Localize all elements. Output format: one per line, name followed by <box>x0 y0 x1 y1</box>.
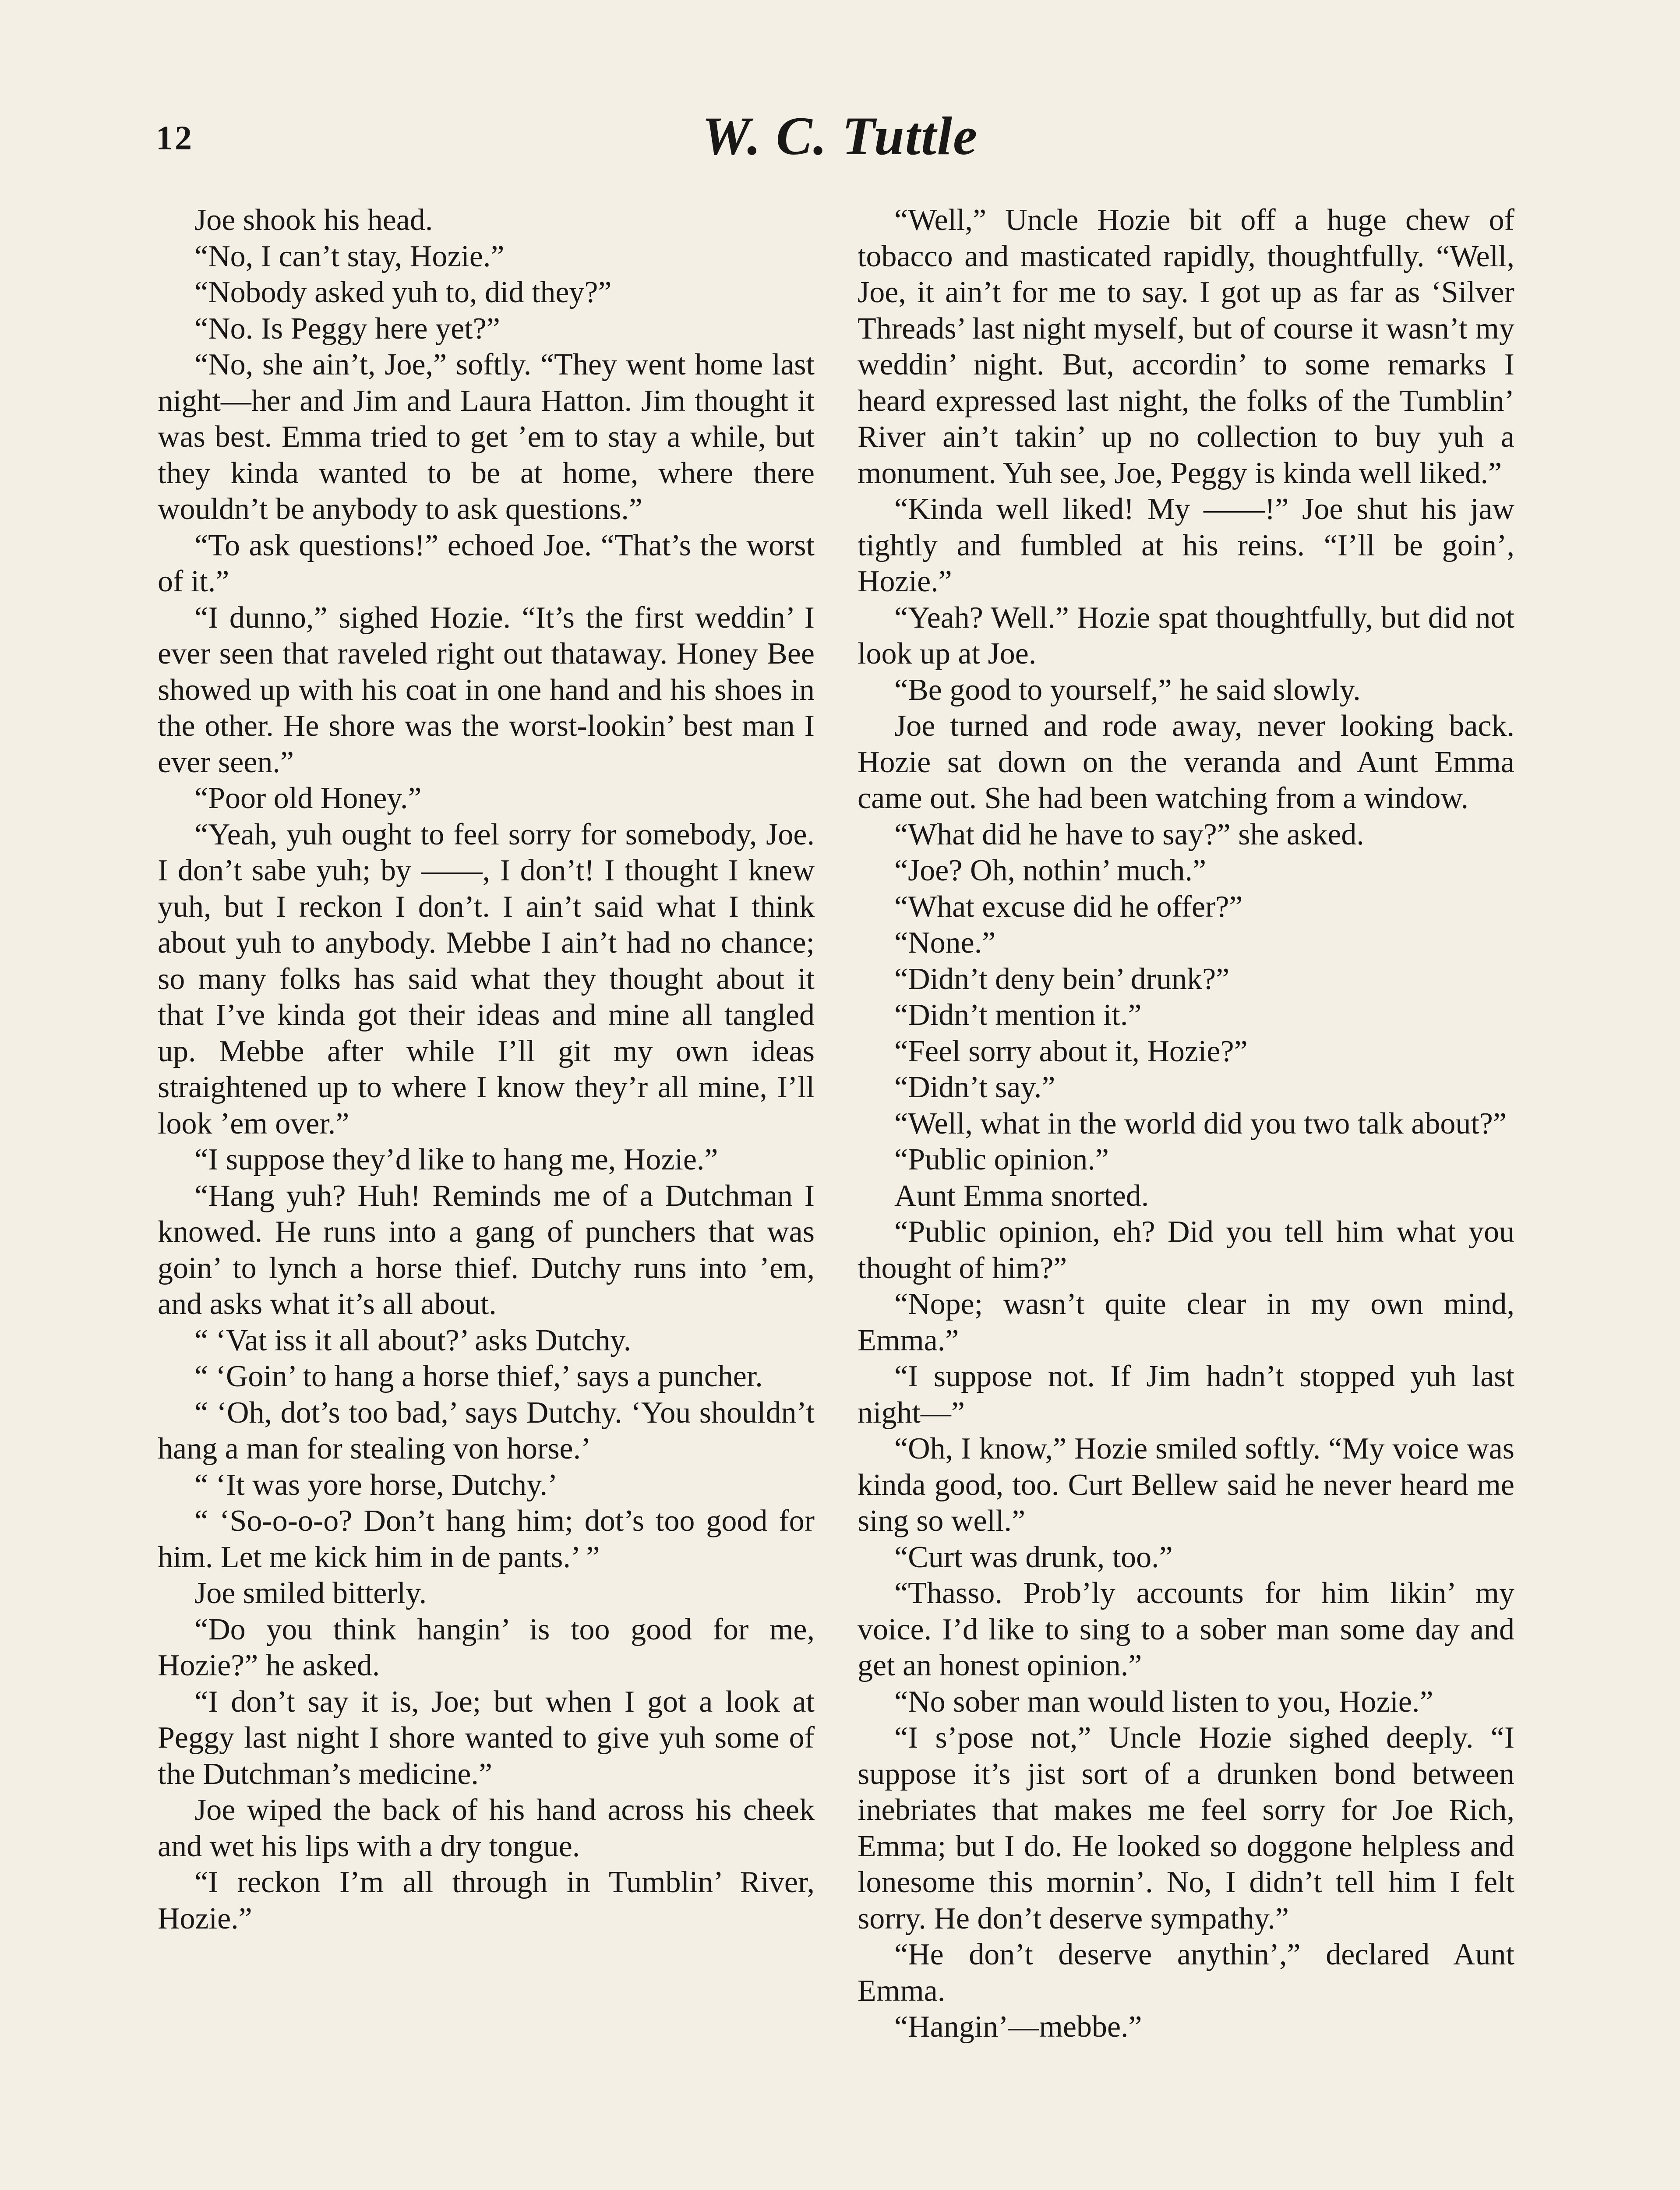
paragraph: “To ask questions!” echoed Joe. “That’s the worst of it.” <box>158 528 815 598</box>
paragraph: “Hang yuh? Huh! Reminds me of a Dutchman I knowed. He runs into a gang of punchers that was goin’ to lynch a horse thief. Dutchy runs into ’em, and asks what it’s all about. <box>158 1179 815 1321</box>
page-header <box>0 105 1680 184</box>
paragraph: “Kinda well liked! My ——!” Joe shut his jaw tightly and fumbled at his reins. “I’ll be goin’, Hozie.” <box>858 492 1514 598</box>
paragraph: “What excuse did he offer?” <box>894 890 1243 924</box>
paragraph: “Yeah? Well.” Hozie spat thoughtfully, but did not look up at Joe. <box>858 600 1514 671</box>
paragraph: “Public opinion, eh? Did you tell him what you thought of him?” <box>858 1215 1514 1285</box>
paragraph: “Hangin’—mebbe.” <box>894 2010 1142 2044</box>
paragraph: “I suppose not. If Jim hadn’t stopped yuh last night—” <box>858 1360 1514 1430</box>
paragraph: Joe turned and rode away, never looking back. Hozie sat down on the veranda and Aunt Emma came out. She had been watching from a window. <box>858 709 1514 815</box>
paragraph: “ ‘So-o-o-o? Don’t hang him; dot’s too good for him. Let me kick him in de pants.’ ” <box>158 1504 815 1574</box>
paragraph: “I don’t say it is, Joe; but when I got a look at Peggy last night I shore wanted to give yuh some of the Dutchman’s medicine.” <box>158 1685 815 1791</box>
text-column-right <box>858 202 1514 2045</box>
paragraph: “Be good to yourself,” he said slowly. <box>894 673 1361 707</box>
paragraph: “I dunno,” sighed Hozie. “It’s the first weddin’ I ever seen that raveled right out thataway. Honey Bee showed up with his coat in one hand and his shoes in the other. He shore was the worst-lookin’ best man I ever seen.” <box>158 600 815 779</box>
paragraph: “Well, what in the world did you two talk about?” <box>894 1106 1507 1141</box>
text-column-left <box>158 202 815 1937</box>
paragraph: “No, I can’t stay, Hozie.” <box>194 239 505 273</box>
paragraph: “Poor old Honey.” <box>194 781 422 815</box>
paragraph: “Nope; wasn’t quite clear in my own mind, Emma.” <box>858 1287 1514 1357</box>
paragraph: “ ‘Oh, dot’s too bad,’ says Dutchy. ‘You shouldn’t hang a man for stealing von horse.’ <box>158 1395 815 1466</box>
paragraph: “Didn’t deny bein’ drunk?” <box>894 962 1230 996</box>
paragraph: “ ‘Vat iss it all about?’ asks Dutchy. <box>194 1323 632 1357</box>
paragraph: “He don’t deserve anythin’,” declared Aunt Emma. <box>858 1938 1514 2008</box>
paragraph: “No. Is Peggy here yet?” <box>194 311 500 346</box>
paragraph: “Well,” Uncle Hozie bit off a huge chew of tobacco and masticated rapidly, thoughtfully. “Well, Joe, it ain’t for me to say. I got up as far as ‘Silver Threads’ last night myself, but of course it wasn’t my weddin’ night. But, accordin’ to some remarks I heard expressed last night, the folks of the Tumblin’ River ain’t takin’ up no collection to buy yuh a monument. Yuh see, Joe, Peggy is kinda well liked.” <box>858 203 1514 490</box>
paragraph: “No sober man would listen to you, Hozie.” <box>894 1685 1433 1719</box>
paragraph: Aunt Emma snorted. <box>894 1179 1149 1213</box>
paragraph: Joe smiled bitterly. <box>194 1576 427 1610</box>
paragraph: “ ‘It was yore horse, Dutchy.’ <box>194 1468 558 1502</box>
running-title: W. C. Tuttle <box>702 106 978 166</box>
paragraph: Joe wiped the back of his hand across his cheek and wet his lips with a dry tongue. <box>158 1793 815 1863</box>
paragraph: “Didn’t say.” <box>894 1070 1055 1104</box>
paragraph: “No, she ain’t, Joe,” softly. “They went home last night—her and Jim and Laura Hatton. Jim thought it was best. Emma tried to get ’em to stay a while, but they kinda wanted to be at home, where there wouldn’t be anybody to ask questions.” <box>158 348 815 526</box>
paragraph: “Feel sorry about it, Hozie?” <box>894 1034 1248 1068</box>
paragraph: “Oh, I know,” Hozie smiled softly. “My voice was kinda good, too. Curt Bellew said he never heard me sing so well.” <box>858 1432 1514 1538</box>
paragraph: “Do you think hangin’ is too good for me, Hozie?” he asked. <box>158 1612 815 1682</box>
paragraph: “What did he have to say?” she asked. <box>894 817 1364 851</box>
paragraph: “Yeah, yuh ought to feel sorry for somebody, Joe. I don’t sabe yuh; by ——, I don’t! I thought I knew yuh, but I reckon I don’t. I ain’t said what I think about yuh to anybody. Mebbe I ain’t had no chance; so many folks has said what they thought about it that I’ve kinda got their ideas and mine all tangled up. Mebbe after while I’ll git my own ideas straightened up to where I know they’r all mine, I’ll look ’em over.” <box>158 817 815 1141</box>
paragraph: “Joe? Oh, nothin’ much.” <box>894 854 1207 887</box>
paragraph: “Curt was drunk, too.” <box>894 1540 1173 1574</box>
page-number: 12 <box>156 119 194 157</box>
paragraph: “Public opinion.” <box>894 1143 1109 1176</box>
paragraph: “ ‘Goin’ to hang a horse thief,’ says a puncher. <box>194 1360 763 1393</box>
paragraph: “Nobody asked yuh to, did they?” <box>194 276 612 309</box>
paragraph: “I suppose they’d like to hang me, Hozie.” <box>194 1143 718 1176</box>
paragraph: “None.” <box>894 926 996 960</box>
paragraph: “I reckon I’m all through in Tumblin’ River, Hozie.” <box>158 1865 815 1936</box>
paragraph: “Thasso. Prob’ly accounts for him likin’ my voice. I’d like to sing to a sober man some day and get an honest opinion.” <box>858 1576 1514 1682</box>
paragraph: “I s’pose not,” Uncle Hozie sighed deeply. “I suppose it’s jist sort of a drunken bond between inebriates that makes me feel sorry for Joe Rich, Emma; but I do. He looked so doggone helpless and lonesome this mornin’. No, I didn’t tell him I felt sorry. He don’t deserve sympathy.” <box>858 1721 1514 1936</box>
paragraph: “Didn’t mention it.” <box>894 998 1142 1032</box>
paragraph: Joe shook his head. <box>194 203 433 237</box>
